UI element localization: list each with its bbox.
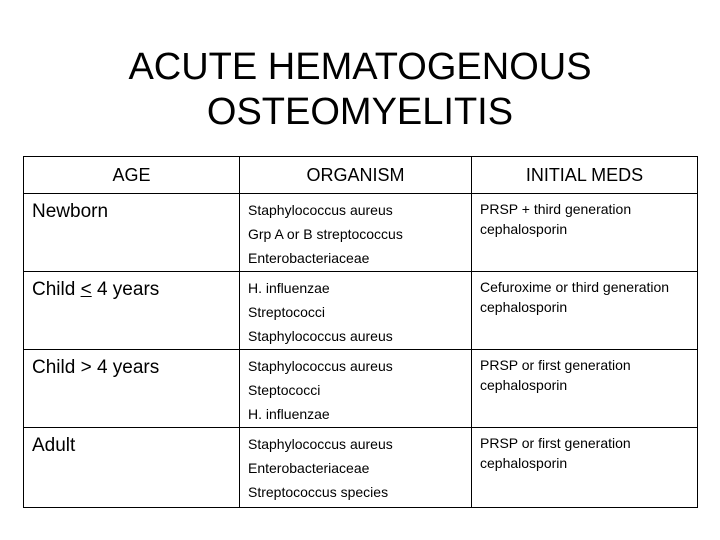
age-cell: Newborn — [24, 194, 240, 272]
table-row-child-over-4 — [24, 350, 698, 428]
organism-item: H. influenzae — [248, 406, 330, 422]
meds-cell — [472, 272, 698, 350]
meds-text: PRSP or first generation cephalosporin — [480, 357, 631, 393]
meds-text: PRSP + third generation cephalosporin — [480, 201, 632, 237]
organism-cell — [240, 194, 472, 272]
organism-item: Streptococcus species — [248, 484, 389, 500]
age-prefix: Child — [32, 279, 81, 300]
slide-title — [0, 45, 720, 135]
organism-item: Streptococci — [248, 304, 326, 320]
organism-item: Staphylococcus aureus — [248, 358, 393, 374]
header-row — [24, 157, 698, 194]
less-or-equal-symbol: < — [80, 279, 92, 300]
meds-cell — [472, 194, 698, 272]
organism-item: H. influenzae — [248, 280, 330, 296]
age-cell — [24, 272, 240, 350]
organism-item: Enterobacteriaceae — [248, 460, 370, 476]
meds-text: PRSP or first generation cephalosporin — [480, 435, 631, 471]
organism-item: Staphylococcus aureus — [248, 436, 393, 452]
header-age: AGE — [24, 157, 240, 194]
meds-text: Cefuroxime or third generation cephalosporin — [480, 279, 670, 315]
age-suffix: 4 years — [91, 279, 160, 300]
meds-cell — [472, 428, 698, 508]
osteomyelitis-table — [23, 156, 698, 508]
organism-item: Staphylococcus aureus — [248, 328, 393, 344]
organism-cell — [240, 350, 472, 428]
table-row-adult — [24, 428, 698, 508]
meds-cell — [472, 350, 698, 428]
title-line-1: ACUTE HEMATOGENOUS — [128, 46, 592, 89]
organism-item: Enterobacteriaceae — [248, 250, 370, 266]
title-line-2: OSTEOMYELITIS — [206, 91, 514, 134]
organism-item: Steptococci — [248, 382, 321, 398]
organism-item: Staphylococcus aureus — [248, 202, 393, 218]
table-row-newborn — [24, 194, 698, 272]
header-initial-meds: INITIAL MEDS — [472, 157, 698, 194]
organism-cell — [240, 272, 472, 350]
header-organism: ORGANISM — [240, 157, 472, 194]
organism-item: Grp A or B streptococcus — [248, 226, 403, 242]
table-row-child-under-4 — [24, 272, 698, 350]
age-cell: Adult — [24, 428, 240, 508]
organism-cell — [240, 428, 472, 508]
age-cell: Child > 4 years — [24, 350, 240, 428]
